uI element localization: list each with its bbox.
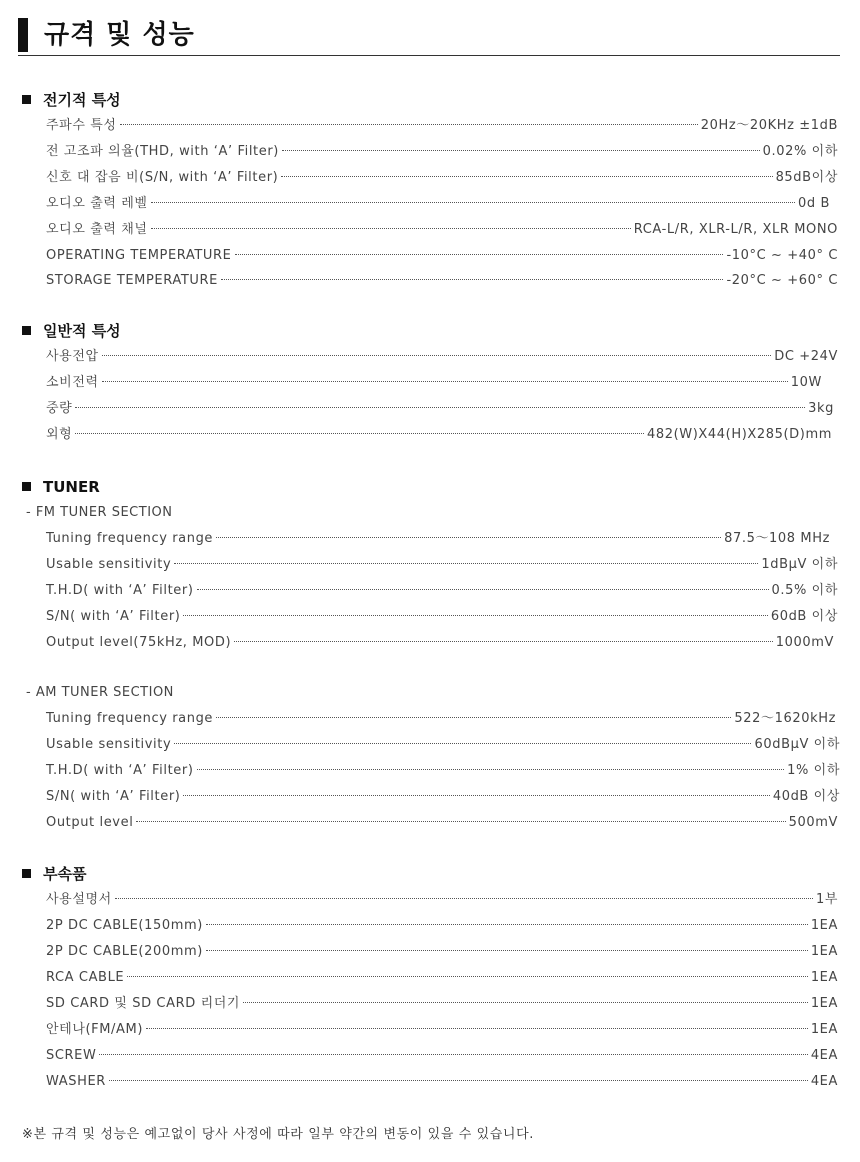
spec-row [46,220,838,240]
spec-value: 1EA [810,996,838,1011]
spec-row [46,735,840,755]
spec-value: 1EA [810,944,838,959]
spec-value: 40dB 이상 [772,789,840,804]
spec-value: -20°C ~ +60° C [726,273,838,288]
spec-value: 0.5% 이하 [771,583,838,598]
dot-leader [127,976,808,977]
spec-row [46,1046,838,1066]
spec-label: S/N( with ‘A’ Filter) [46,609,181,624]
spec-value: 60dBμV 이하 [754,737,840,752]
spec-value: 4EA [810,1074,838,1089]
section-heading-electrical: 전기적 특성 [22,89,121,111]
spec-row [46,581,838,601]
spec-row [46,168,838,188]
spec-value: 20Hz～20KHz ±1dB [700,118,838,133]
spec-label: WASHER [46,1074,106,1089]
spec-value: 60dB 이상 [770,609,838,624]
dot-leader [282,150,760,151]
square-bullet-icon [22,326,31,335]
spec-label: T.H.D( with ‘A’ Filter) [46,763,194,778]
square-bullet-icon [22,482,31,491]
dot-leader [174,563,758,564]
spec-value: 10W [790,375,822,390]
spec-label: SD CARD 및 SD CARD 리더기 [46,996,241,1011]
spec-row [46,425,832,445]
section-heading-general: 일반적 특성 [22,320,121,342]
dot-leader [197,769,785,770]
spec-row [46,813,838,833]
spec-value: 1000mV [775,635,834,650]
title-divider [18,55,840,56]
dot-leader [151,202,795,203]
dot-leader [75,433,644,434]
spec-label: 전 고조파 의율(THD, with ‘A’ Filter) [46,144,279,159]
spec-label: 사용설명서 [46,892,112,907]
spec-label: 오디오 출력 레벨 [46,196,148,211]
dot-leader [197,589,769,590]
spec-label: 사용전압 [46,349,99,364]
dot-leader [216,717,731,718]
spec-value: 1부 [815,892,838,907]
spec-row [46,399,834,419]
dot-leader [109,1080,808,1081]
spec-label: 중량 [46,401,73,416]
spec-value: DC +24V [774,349,838,364]
square-bullet-icon [22,869,31,878]
spec-row [46,529,830,549]
dot-leader [281,176,772,177]
spec-label: T.H.D( with ‘A’ Filter) [46,583,194,598]
spec-row [46,246,838,266]
spec-value: -10°C ~ +40° C [726,248,838,263]
spec-value: 85dB이상 [775,170,838,185]
spec-label: 안테나(FM/AM) [46,1022,144,1037]
dot-leader [221,279,724,280]
spec-value: 1EA [810,1022,838,1037]
spec-row [46,1072,838,1092]
spec-value: 522～1620kHz [734,711,836,726]
spec-label: 오디오 출력 채널 [46,222,148,237]
page-header [18,14,840,56]
spec-row [46,142,838,162]
spec-value: 4EA [810,1048,838,1063]
spec-label: 2P DC CABLE(150mm) [46,918,203,933]
spec-value: 482(W)X44(H)X285(D)mm [647,427,832,442]
spec-row [46,116,838,136]
subsection-heading-am: - AM TUNER SECTION [26,685,174,700]
dot-leader [183,795,769,796]
spec-row [46,994,838,1014]
section-heading-tuner: TUNER [22,476,100,498]
spec-label: SCREW [46,1048,97,1063]
spec-label: Usable sensitivity [46,737,172,752]
spec-value: 500mV [788,815,838,830]
spec-value: 1% 이하 [787,763,840,778]
spec-row [46,942,838,962]
spec-label: 신호 대 잡음 비(S/N, with ‘A’ Filter) [46,170,279,185]
dot-leader [216,537,721,538]
dot-leader [136,821,785,822]
title-bar-marker [18,18,28,52]
spec-value: 0.02% 이하 [762,144,838,159]
spec-value: 1EA [810,970,838,985]
spec-row [46,787,840,807]
spec-label: 외형 [46,427,73,442]
spec-label: 2P DC CABLE(200mm) [46,944,203,959]
spec-row [46,890,838,910]
spec-row [46,607,838,627]
spec-row [46,633,834,653]
dot-leader [102,355,772,356]
dot-leader [75,407,805,408]
spec-label: OPERATING TEMPERATURE [46,248,232,263]
dot-leader [99,1054,807,1055]
spec-label: 소비전력 [46,375,99,390]
spec-value: RCA-L/R, XLR-L/R, XLR MONO [633,222,838,237]
spec-label: Output level [46,815,134,830]
spec-row [46,709,836,729]
spec-row [46,373,822,393]
spec-row [46,347,838,367]
dot-leader [206,950,808,951]
dot-leader [174,743,751,744]
spec-row [46,761,840,781]
spec-value: 3kg [808,401,834,416]
section-heading-accessories: 부속품 [22,863,86,885]
dot-leader [243,1002,808,1003]
spec-value: 1EA [810,918,838,933]
spec-label: Tuning frequency range [46,531,214,546]
dot-leader [234,641,773,642]
spec-value: 87.5～108 MHz [724,531,830,546]
dot-leader [102,381,788,382]
spec-value: 0d B [798,196,830,211]
spec-label: Tuning frequency range [46,711,214,726]
dot-leader [183,615,767,616]
spec-label: Output level(75kHz, MOD) [46,635,232,650]
square-bullet-icon [22,95,31,104]
disclaimer-footnote: ※본 규격 및 성능은 예고없이 당사 사정에 따라 일부 약간의 변동이 있을 수 있습니다. [22,1127,534,1142]
dot-leader [120,124,698,125]
spec-label: Usable sensitivity [46,557,172,572]
spec-label: S/N( with ‘A’ Filter) [46,789,181,804]
spec-row [46,194,830,214]
spec-row [46,968,838,988]
spec-value: 1dBμV 이하 [761,557,838,572]
dot-leader [115,898,813,899]
subsection-heading-fm: - FM TUNER SECTION [26,505,173,520]
dot-leader [206,924,808,925]
spec-row [46,916,838,936]
spec-row [46,555,838,575]
dot-leader [235,254,724,255]
spec-row [46,271,838,291]
spec-row [46,1020,838,1040]
spec-label: RCA CABLE [46,970,125,985]
spec-label: STORAGE TEMPERATURE [46,273,218,288]
dot-leader [146,1028,808,1029]
spec-label: 주파수 특성 [46,118,117,133]
page-title: 규격 및 성능 [44,20,195,50]
dot-leader [151,228,631,229]
